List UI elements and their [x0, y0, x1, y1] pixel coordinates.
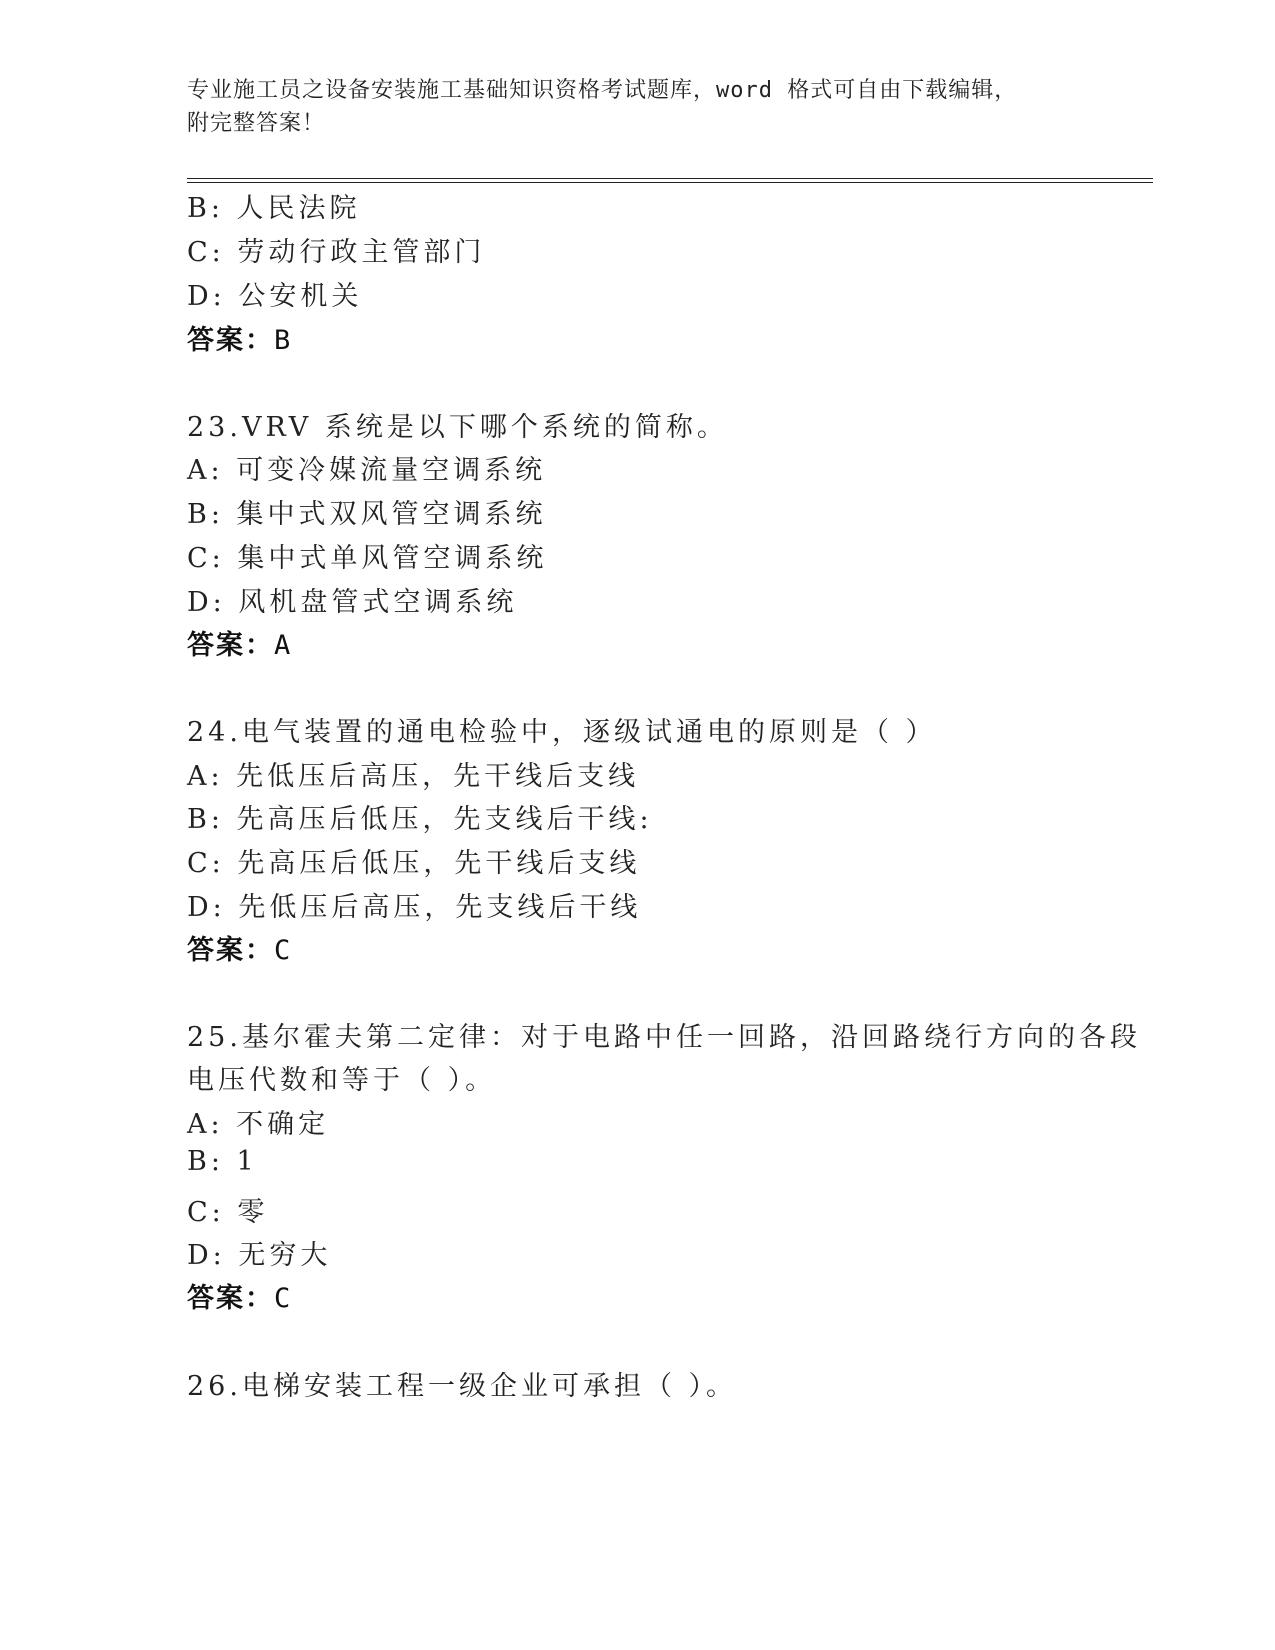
answer-value: C	[274, 1283, 293, 1314]
answer-value: A	[274, 630, 293, 661]
q23-stem: 23.VRV 系统是以下哪个系统的简称。	[187, 412, 728, 443]
header-divider-bottom	[187, 182, 1153, 183]
answer-label: 答案：	[187, 325, 274, 356]
q25-answer	[187, 1276, 292, 1315]
q23-option-a: A: 可变冷媒流量空调系统	[187, 455, 547, 486]
header-line-2: 附完整答案！	[187, 111, 326, 136]
header-line-1: 专业施工员之设备安装施工基础知识资格考试题库，word 格式可自由下载编辑，	[187, 78, 1018, 103]
q25-stem-line-2: 电压代数和等于（ ）。	[187, 1065, 497, 1096]
page-header	[187, 74, 1087, 140]
q23-option-b: B: 集中式双风管空调系统	[187, 499, 547, 530]
q24-stem: 24.电气装置的通电检验中，逐级试通电的原则是（ ）	[187, 717, 937, 748]
prev-option-d: D: 公安机关	[187, 281, 363, 312]
prev-option-b: B: 人民法院	[187, 193, 361, 224]
q25-option-d: D: 无穷大	[187, 1240, 332, 1271]
q24-option-d: D: 先低压后高压，先支线后干线	[187, 892, 642, 923]
q25-option-a: A: 不确定	[187, 1109, 330, 1140]
q25-option-c: C: 零	[187, 1197, 269, 1228]
prev-option-c: C: 劳动行政主管部门	[187, 237, 486, 268]
q23-option-c: C: 集中式单风管空调系统	[187, 543, 548, 574]
q24-answer	[187, 928, 292, 967]
answer-value: B	[274, 325, 293, 356]
answer-label: 答案：	[187, 1283, 274, 1314]
answer-label: 答案：	[187, 935, 274, 966]
q25-option-b: B: 1	[187, 1146, 258, 1177]
q26-stem: 26.电梯安装工程一级企业可承担（ ）。	[187, 1371, 738, 1402]
q24-option-a: A: 先低压后高压，先干线后支线	[187, 761, 640, 792]
answer-label: 答案：	[187, 630, 274, 661]
q24-option-c: C: 先高压后低压，先干线后支线	[187, 848, 641, 879]
q23-answer	[187, 623, 292, 662]
q24-option-b: B: 先高压后低压，先支线后干线:	[187, 804, 653, 835]
answer-value: C	[274, 935, 293, 966]
header-divider-top	[187, 178, 1153, 179]
q23-option-d: D: 风机盘管式空调系统	[187, 587, 518, 618]
q25-stem-line-1: 25.基尔霍夫第二定律：对于电路中任一回路，沿回路绕行方向的各段	[187, 1022, 1141, 1053]
prev-answer	[187, 318, 292, 357]
